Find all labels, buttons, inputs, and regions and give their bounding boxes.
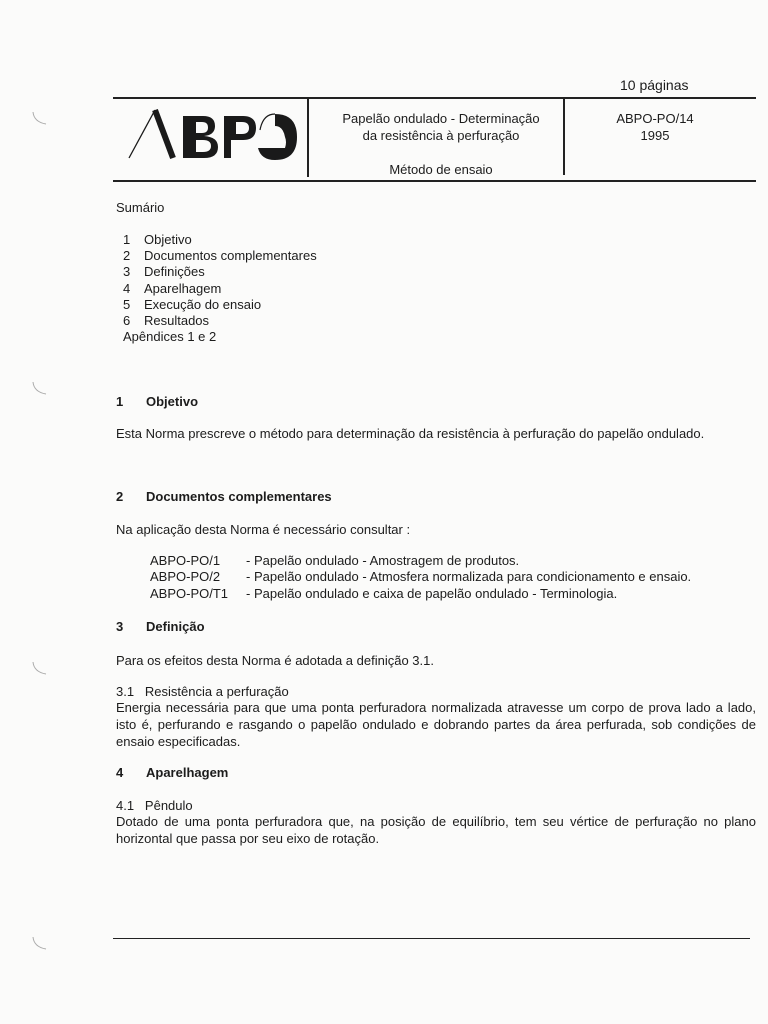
- title-line-1: Papelão ondulado - Determinação: [342, 111, 540, 126]
- subsection-3-1-text: Energia necessária para que uma ponta perfuradora normalizada atravesse um corpo de prova lado a lado, isto é, perfurando e rasgando o papelão ondulado e dobrando partes da área perfurada, sob condições de ensaio especificadas.: [116, 700, 756, 749]
- subsection-title: Resistência a perfuração: [144, 684, 289, 699]
- section-title: Documentos complementares: [146, 489, 332, 504]
- reference-code: ABPO-PO/T1: [150, 585, 229, 601]
- toc-num: 4: [123, 280, 131, 296]
- page-count: 10 páginas: [620, 77, 689, 93]
- toc-label: Execução do ensaio: [144, 296, 262, 312]
- subsection-number: 4.1: [116, 798, 135, 813]
- section-number: 4: [116, 765, 124, 780]
- summary-title: Sumário: [116, 200, 165, 215]
- section-3-intro: Para os efeitos desta Norma é adotada a definição 3.1.: [116, 653, 434, 668]
- toc-label: Resultados: [144, 313, 210, 329]
- subsection-3-1-heading: [116, 683, 756, 700]
- header-divider-left: [307, 97, 309, 177]
- scan-mark: [30, 935, 50, 955]
- standard-year: 1995: [640, 128, 670, 143]
- reference-desc: - Papelão ondulado - Amostragem de produtos.: [246, 553, 520, 568]
- toc-appendices: Apêndices 1 e 2: [123, 329, 217, 345]
- subsection-4-1-text: Dotado de uma ponta perfuradora que, na posição de equilíbrio, tem seu vértice de perfuração no plano horizontal que passa por seu eixo de rotação.: [116, 814, 756, 846]
- reference-item: [150, 553, 691, 569]
- header-bottom-rule: [113, 180, 756, 182]
- toc-item: [123, 248, 317, 264]
- toc-label: Definições: [144, 264, 205, 280]
- section-2-intro: Na aplicação desta Norma é necessário consultar :: [116, 522, 411, 537]
- table-of-contents: [123, 232, 317, 345]
- toc-item: [123, 297, 317, 313]
- section-number: 2: [116, 489, 124, 504]
- section-1-text: Esta Norma prescreve o método para determinação da resistência à perfuração do papelão ondulado.: [116, 426, 705, 441]
- reference-list: [150, 553, 691, 602]
- section-number: 1: [116, 394, 124, 409]
- toc-item: [123, 281, 317, 297]
- scan-mark: [30, 110, 50, 130]
- subsection-4-1-heading: [116, 797, 756, 814]
- section-number: 3: [116, 619, 124, 634]
- section-1-heading: [116, 394, 198, 409]
- scan-mark: [30, 380, 50, 400]
- title-line-2: da resistência à perfuração: [362, 128, 520, 143]
- method-label: Método de ensaio: [389, 162, 493, 177]
- subsection-number: 3.1: [116, 684, 135, 699]
- toc-num: 3: [123, 264, 131, 280]
- footer-rule: [113, 938, 750, 939]
- section-3-heading: [116, 619, 205, 634]
- toc-num: 5: [123, 296, 131, 312]
- section-title: Objetivo: [146, 394, 199, 409]
- abpo-logo: [125, 106, 300, 170]
- document-title: [318, 110, 564, 144]
- section-title: Aparelhagem: [146, 765, 229, 780]
- reference-item: [150, 586, 691, 602]
- reference-code: ABPO-PO/1: [150, 553, 221, 568]
- toc-item: [123, 264, 317, 280]
- reference-code: ABPO-PO/2: [150, 569, 221, 585]
- toc-label: Objetivo: [144, 232, 192, 247]
- reference-desc: - Papelão ondulado e caixa de papelão ondulado - Terminologia.: [246, 585, 618, 601]
- reference-desc: - Papelão ondulado - Atmosfera normalizada para condicionamento e ensaio.: [246, 569, 692, 585]
- section-4-heading: [116, 765, 228, 780]
- toc-label: Aparelhagem: [144, 280, 222, 296]
- scan-mark: [30, 660, 50, 680]
- document-code: [570, 110, 740, 144]
- toc-num: 1: [123, 232, 131, 247]
- reference-item: [150, 569, 691, 585]
- toc-num: 2: [123, 248, 131, 264]
- toc-item: [123, 232, 317, 248]
- section-title: Definição: [146, 619, 205, 634]
- toc-label: Documentos complementares: [144, 248, 317, 264]
- toc-num: 6: [123, 313, 131, 329]
- standard-code: ABPO-PO/14: [616, 111, 694, 126]
- subsection-title: Pêndulo: [144, 798, 193, 813]
- toc-item: [123, 313, 317, 329]
- header-top-rule: [113, 97, 756, 99]
- section-2-heading: [116, 489, 332, 504]
